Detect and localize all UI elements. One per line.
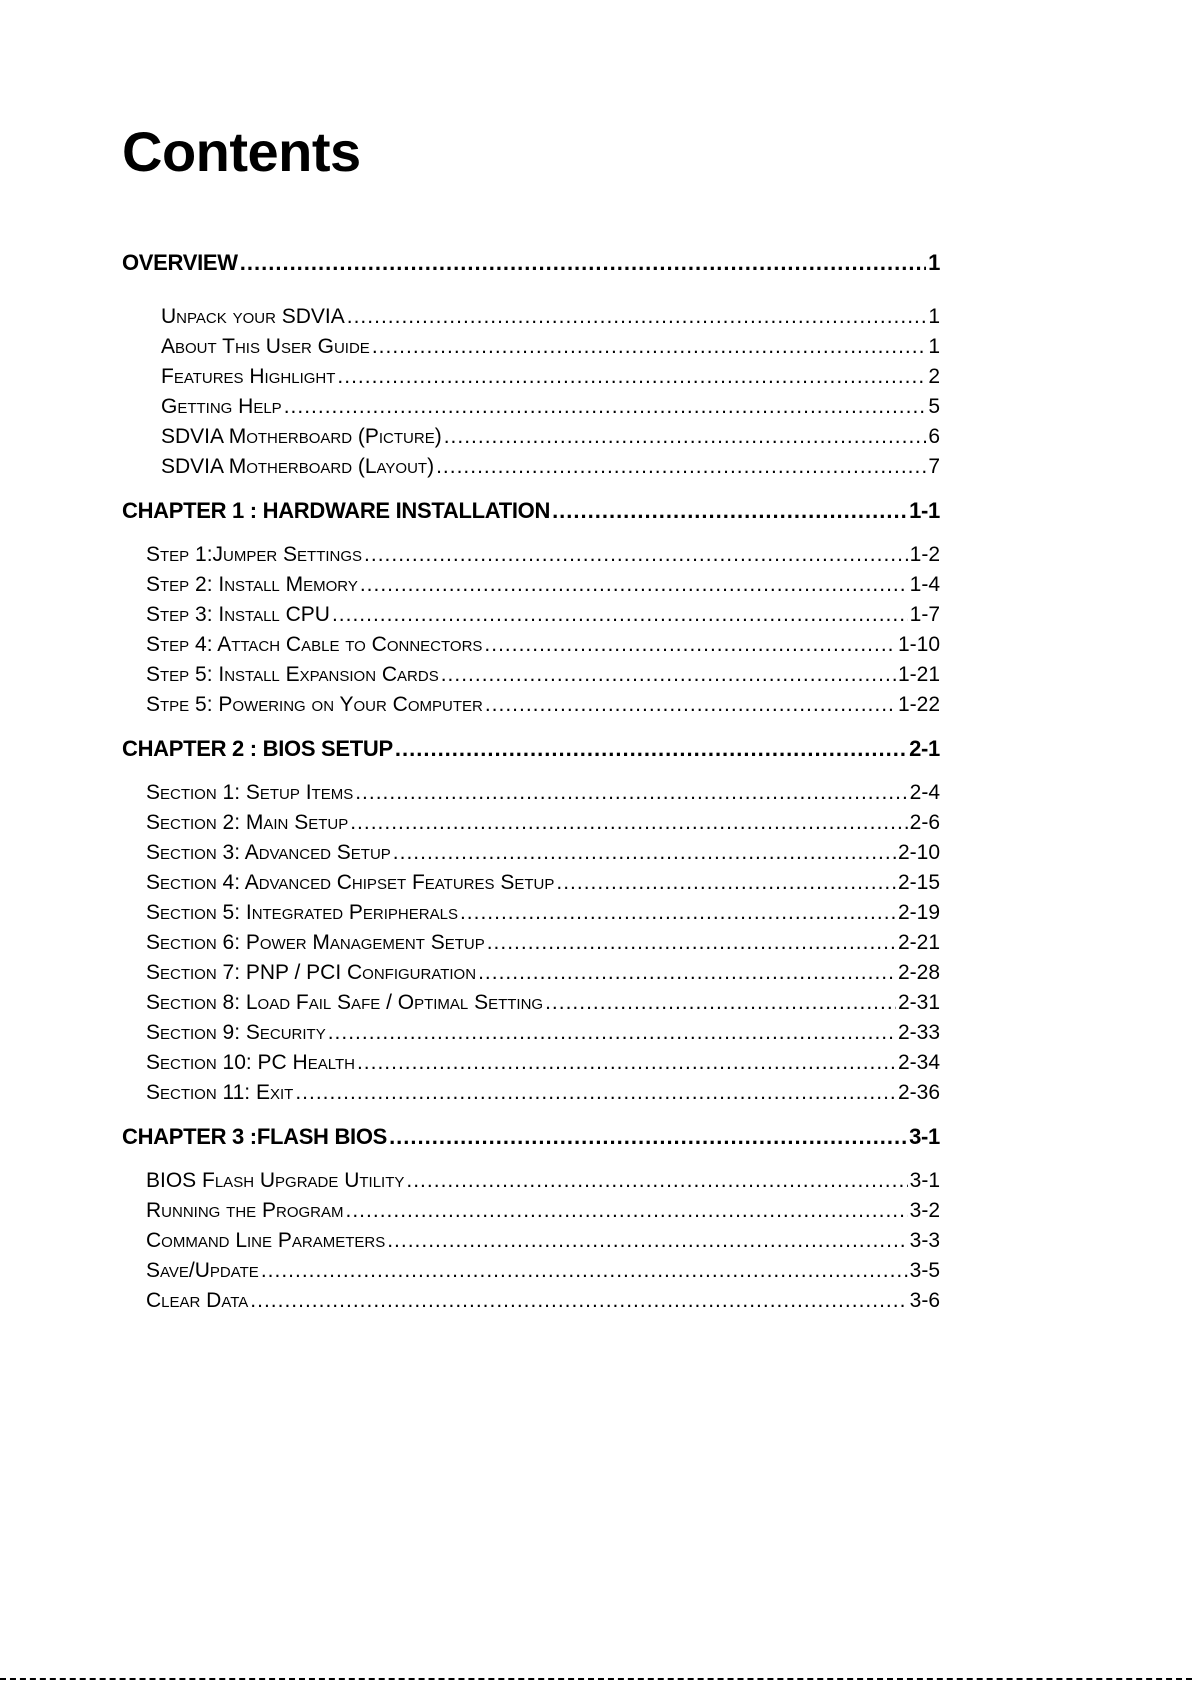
- toc-entry-label: Features Highlight: [161, 365, 336, 388]
- toc-entry: [161, 305, 940, 329]
- toc-entry-label: OVERVIEW: [122, 250, 238, 275]
- toc-dot-leader: [436, 455, 926, 479]
- toc-dot-leader: [357, 1051, 896, 1075]
- toc-dot-leader: [328, 1021, 896, 1045]
- toc-entry-label: Step 2: Install Memory: [146, 573, 358, 596]
- toc-entry: [146, 573, 940, 597]
- toc-entry-page-number: 2-6: [909, 811, 940, 834]
- toc-entry: [146, 811, 940, 835]
- toc-dot-leader: [372, 335, 927, 359]
- toc-chapter-entry: [122, 736, 940, 762]
- toc-entry: [146, 1259, 940, 1283]
- toc-dot-leader: [406, 1169, 907, 1193]
- toc-entry-page-number: 2-19: [897, 901, 940, 924]
- toc-entry-page-number: 2-28: [897, 961, 940, 984]
- toc-entry-label: Step 4: Attach Cable to Connectors: [146, 633, 483, 656]
- toc-entry-label: Section 9: Security: [146, 1021, 326, 1044]
- toc-entry: [161, 425, 940, 449]
- toc-dot-leader: [552, 498, 907, 524]
- toc-entry-page-number: 3-2: [909, 1199, 940, 1222]
- toc-entry: [161, 335, 940, 359]
- toc-entry-page-number: 6: [928, 425, 940, 448]
- toc-entry-label: Step 3: Install CPU: [146, 603, 330, 626]
- toc-dot-leader: [485, 693, 896, 717]
- toc-entry-label: Section 3: Advanced Setup: [146, 841, 391, 864]
- toc-dot-leader: [441, 663, 896, 687]
- toc-entry: [146, 663, 940, 687]
- toc-entry: [146, 1081, 940, 1105]
- toc-entry-page-number: 1: [928, 335, 940, 358]
- toc-entry: [146, 1169, 940, 1193]
- toc-entry-page-number: 1-22: [897, 693, 940, 716]
- toc-entry-page-number: 1: [928, 250, 940, 275]
- toc-entry-label: SDVIA Motherboard (Layout): [161, 455, 435, 478]
- toc-entry: [146, 1289, 940, 1313]
- toc-entry: [146, 693, 940, 717]
- toc-dot-leader: [487, 931, 896, 955]
- toc-entry-page-number: 2-33: [897, 1021, 940, 1044]
- toc-dot-leader: [395, 736, 907, 762]
- toc-entry-page-number: 1-21: [897, 663, 940, 686]
- toc-entry-label: Step 5: Install Expansion Cards: [146, 663, 439, 686]
- toc-entry-label: Stpe 5: Powering on Your Computer: [146, 693, 483, 716]
- toc-entry-page-number: 3-1: [909, 1169, 940, 1192]
- toc-entry-label: CHAPTER 1 : HARDWARE INSTALLATION: [122, 498, 551, 523]
- toc-entry-label: BIOS Flash Upgrade Utility: [146, 1169, 405, 1192]
- toc-entry-page-number: 3-5: [909, 1259, 940, 1282]
- toc-entry-label: Clear Data: [146, 1289, 249, 1312]
- page-title: Contents: [122, 120, 361, 183]
- toc-entry-page-number: 2-1: [909, 736, 940, 761]
- toc-entry-page-number: 1-7: [909, 603, 940, 626]
- toc-entry-label: Section 1: Setup Items: [146, 781, 354, 804]
- toc-dot-leader: [444, 425, 927, 449]
- toc-entry: [146, 781, 940, 805]
- toc-dot-leader: [347, 305, 927, 329]
- toc-entry-page-number: 2-36: [897, 1081, 940, 1104]
- toc-dot-leader: [556, 871, 896, 895]
- toc-entry-label: Section 2: Main Setup: [146, 811, 349, 834]
- toc-entry-page-number: 2-31: [897, 991, 940, 1014]
- toc-entry-label: Running the Program: [146, 1199, 344, 1222]
- toc-entry: [146, 1229, 940, 1253]
- toc-entry: [146, 1199, 940, 1223]
- toc-entry-label: Save/Update: [146, 1259, 259, 1282]
- toc-entry-page-number: 3-6: [909, 1289, 940, 1312]
- toc-dot-leader: [346, 1199, 908, 1223]
- toc-dot-leader: [478, 961, 896, 985]
- toc-chapter-entry: [122, 250, 940, 276]
- toc-entry-page-number: 1-1: [909, 498, 940, 523]
- toc-dot-leader: [332, 603, 908, 627]
- toc-dot-leader: [484, 633, 896, 657]
- toc-entry-page-number: 1-2: [909, 543, 940, 566]
- toc-entry-label: Section 7: PNP / PCI Configuration: [146, 961, 477, 984]
- toc-entry-page-number: 3-1: [909, 1124, 940, 1149]
- toc-dot-leader: [350, 811, 907, 835]
- toc-entry: [161, 395, 940, 419]
- toc-entry-page-number: 2-21: [897, 931, 940, 954]
- toc-entry-page-number: 1-4: [909, 573, 940, 596]
- toc-dot-leader: [261, 1259, 908, 1283]
- toc-dot-leader: [355, 781, 907, 805]
- toc-entry-label: CHAPTER 3 :FLASH BIOS: [122, 1124, 388, 1149]
- toc-entry-label: Section 8: Load Fail Safe / Optimal Setting: [146, 991, 544, 1014]
- toc-entry-label: Step 1:Jumper Settings: [146, 543, 363, 566]
- toc-entry: [161, 365, 940, 389]
- toc-entry: [161, 455, 940, 479]
- toc-entry-label: About This User Guide: [161, 335, 370, 358]
- toc-dot-leader: [295, 1081, 896, 1105]
- toc-dot-leader: [389, 1124, 907, 1150]
- toc-entry-page-number: 2: [928, 365, 940, 388]
- toc-entry-label: Section 6: Power Management Setup: [146, 931, 485, 954]
- page-edge-rule: [0, 1678, 1192, 1680]
- toc-dot-leader: [240, 250, 926, 276]
- toc-entry-label: Section 10: PC Health: [146, 1051, 355, 1074]
- toc-entry-page-number: 3-3: [909, 1229, 940, 1252]
- toc-dot-leader: [250, 1289, 907, 1313]
- toc-dot-leader: [364, 543, 908, 567]
- toc-entry-page-number: 1-10: [897, 633, 940, 656]
- toc-entry-page-number: 2-34: [897, 1051, 940, 1074]
- toc-entry: [146, 901, 940, 925]
- toc-dot-leader: [337, 365, 926, 389]
- toc-entry-label: Section 5: Integrated Peripherals: [146, 901, 458, 924]
- toc-entry-page-number: 2-4: [909, 781, 940, 804]
- toc-entry: [146, 543, 940, 567]
- toc-dot-leader: [393, 841, 896, 865]
- toc-chapter-entry: [122, 498, 940, 524]
- toc-entry: [146, 1021, 940, 1045]
- toc-entry-label: SDVIA Motherboard (Picture): [161, 425, 442, 448]
- toc-entry-label: Unpack your SDVIA: [161, 305, 345, 328]
- toc-entry-label: CHAPTER 2 : BIOS SETUP: [122, 736, 393, 761]
- toc-dot-leader: [284, 395, 927, 419]
- toc-chapter-entry: [122, 1124, 940, 1150]
- toc-entry: [146, 991, 940, 1015]
- toc-entry: [146, 633, 940, 657]
- toc-entry-page-number: 2-15: [897, 871, 940, 894]
- toc-dot-leader: [387, 1229, 907, 1253]
- toc-entry-page-number: 2-10: [897, 841, 940, 864]
- toc-entry: [146, 931, 940, 955]
- toc-dot-leader: [545, 991, 896, 1015]
- toc-entry: [146, 841, 940, 865]
- toc-entry-page-number: 5: [928, 395, 940, 418]
- toc-entry-page-number: 1: [928, 305, 940, 328]
- toc-entry-page-number: 7: [928, 455, 940, 478]
- toc-entry-label: Section 11: Exit: [146, 1081, 294, 1104]
- toc-entry-label: Command Line Parameters: [146, 1229, 386, 1252]
- toc-entry: [146, 961, 940, 985]
- toc-entry-label: Section 4: Advanced Chipset Features Setup: [146, 871, 555, 894]
- toc-entry: [146, 871, 940, 895]
- toc-entry: [146, 1051, 940, 1075]
- toc-entry: [146, 603, 940, 627]
- toc-dot-leader: [460, 901, 896, 925]
- toc-dot-leader: [360, 573, 908, 597]
- toc-entry-label: Getting Help: [161, 395, 282, 418]
